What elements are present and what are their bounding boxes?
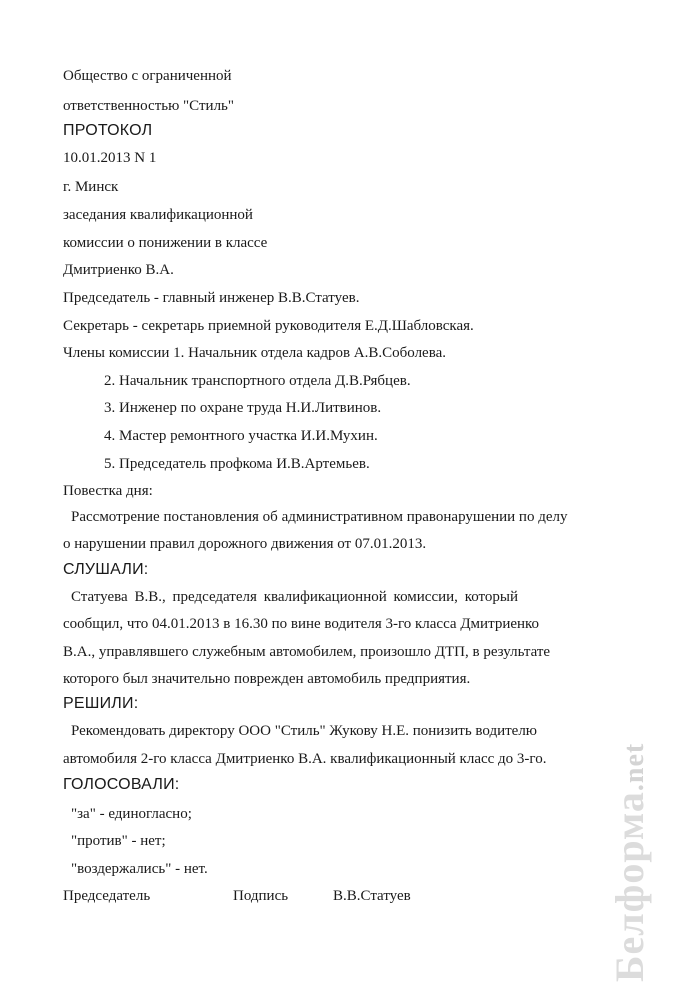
org-name-line2: ответственностью "Стиль": [63, 98, 235, 114]
commission-member: 3. Инженер по охране труда Н.И.Литвинов.: [104, 400, 382, 416]
org-name-line1: Общество с ограниченной: [63, 68, 232, 84]
heard-text-line: В.А., управлявшего служебным автомобилем, произошло ДТП, в результате: [63, 644, 551, 660]
commission-members-intro: Члены комиссии 1. Начальник отдела кадров А.В.Соболева.: [63, 345, 447, 361]
document-type: ПРОТОКОЛ: [63, 122, 153, 139]
commission-member: 5. Председатель профкома И.В.Артемьев.: [104, 456, 370, 472]
signature-role: Председатель: [63, 888, 151, 904]
watermark-brand: Белформа: [607, 791, 652, 982]
document-subject-line3: Дмитриенко В.А.: [63, 262, 174, 278]
decided-text-line: автомобиля 2-го класса Дмитриенко В.А. квалификационный класс до 3-го.: [63, 751, 547, 767]
commission-chair: Председатель - главный инженер В.В.Статуев.: [63, 290, 360, 306]
heard-text-line: которого был значительно поврежден автомобиль предприятия.: [63, 671, 471, 687]
watermark-suffix: .net: [619, 742, 650, 792]
decided-text-line: Рекомендовать директору ООО "Стиль" Жукову Н.Е. понизить водителю: [71, 723, 538, 739]
commission-member: 4. Мастер ремонтного участка И.И.Мухин.: [104, 428, 378, 444]
document-subject-line2: комиссии о понижении в классе: [63, 235, 268, 251]
document-subject-line1: заседания квалификационной: [63, 207, 253, 223]
commission-member: 2. Начальник транспортного отдела Д.В.Рябцев.: [104, 373, 411, 389]
agenda-text-line: о нарушении правил дорожного движения от 07.01.2013.: [63, 536, 427, 552]
decided-heading: РЕШИЛИ:: [63, 695, 139, 712]
watermark-logo: [606, 743, 653, 982]
agenda-heading: Повестка дня:: [63, 483, 153, 499]
vote-abstained: "воздержались" - нет.: [71, 861, 208, 877]
agenda-text-line: Рассмотрение постановления об административном правонарушении по делу: [71, 509, 568, 525]
vote-for: "за" - единогласно;: [71, 806, 192, 822]
heard-heading: СЛУШАЛИ:: [63, 561, 149, 578]
document-city: г. Минск: [63, 179, 119, 195]
heard-text-line: сообщил, что 04.01.2013 в 16.30 по вине водителя 3-го класса Дмитриенко: [63, 616, 540, 632]
commission-secretary: Секретарь - секретарь приемной руководителя Е.Д.Шабловская.: [63, 318, 474, 334]
document-date-number: 10.01.2013 N 1: [63, 150, 157, 166]
signature-name: В.В.Статуев: [333, 888, 411, 904]
heard-text-line: Статуева В.В., председателя квалификационной комиссии, который: [71, 589, 518, 605]
voting-heading: ГОЛОСОВАЛИ:: [63, 776, 180, 793]
vote-against: "против" - нет;: [71, 833, 166, 849]
signature-label: Подпись: [233, 888, 289, 904]
